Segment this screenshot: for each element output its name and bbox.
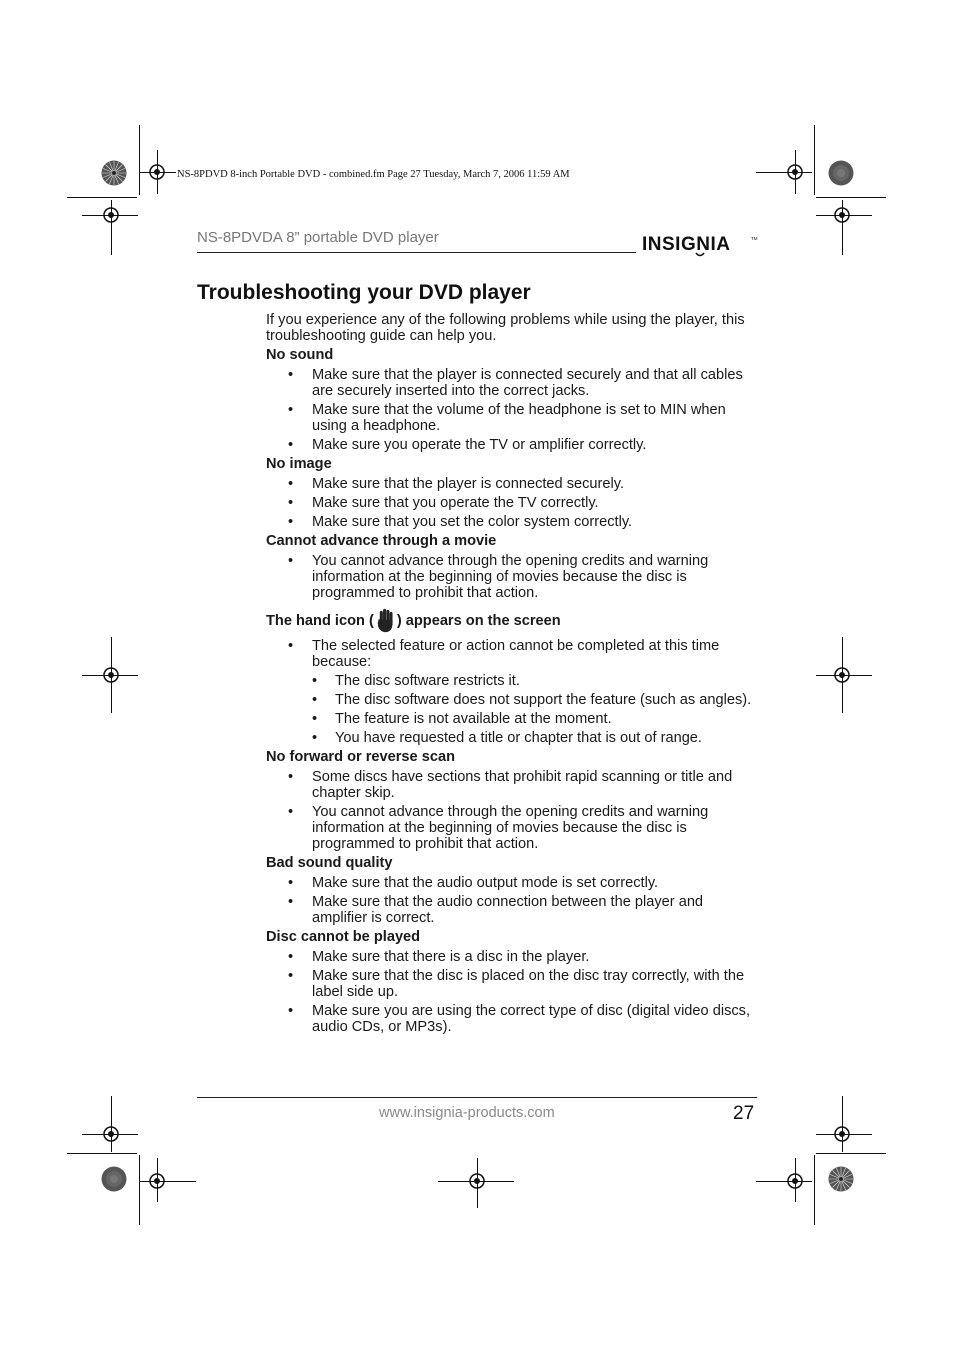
section-heading-no-scan: No forward or reverse scan: [266, 749, 455, 765]
registration-mark-icon: [830, 663, 854, 687]
sub-list-item: • The disc software does not support the feature (such as angles).: [312, 692, 758, 708]
print-rosette-icon: [828, 160, 854, 186]
list-item: • Make sure that the player is connected securely.: [266, 476, 758, 492]
print-rosette-icon: [101, 1166, 127, 1192]
sub-list-item: • The feature is not available at the moment.: [312, 711, 758, 727]
section-heading-bad-sound: Bad sound quality: [266, 855, 393, 871]
list-item: • Make sure you are using the correct type of disc (digital video discs, audio CDs, or MP3s).: [266, 1003, 758, 1035]
list-item: • You cannot advance through the opening credits and warning information at the beginning of movies because the disc is programmed to prohibit that action.: [266, 553, 758, 601]
list-item: • Make sure that the audio output mode is set correctly.: [266, 875, 758, 891]
insignia-logo: [640, 229, 760, 261]
list-item: • Some discs have sections that prohibit rapid scanning or title and chapter skip.: [266, 769, 758, 801]
registration-mark-icon: [465, 1169, 489, 1193]
footer-url: www.insignia-products.com: [379, 1105, 555, 1121]
troubleshooting-content: [266, 312, 758, 1038]
header-rule: [197, 252, 636, 253]
list-item: • You cannot advance through the opening credits and warning information at the beginning of movies because the disc is programmed to prohibit that action.: [266, 804, 758, 852]
list-item: • Make sure that you operate the TV correctly.: [266, 495, 758, 511]
cannot-advance-list: [266, 553, 758, 601]
hand-icon-reason: The selected feature or action cannot be completed at this time because:: [312, 638, 720, 670]
svg-text:TM: TM: [751, 236, 758, 241]
registration-mark-icon: [783, 160, 807, 184]
section-heading-no-image: No image: [266, 456, 332, 472]
hand-icon: [375, 608, 396, 634]
page-number: 27: [733, 1103, 755, 1124]
hand-icon-sublist: [312, 673, 758, 746]
hand-heading-prefix: The hand icon (: [266, 613, 374, 629]
no-image-list: [266, 476, 758, 530]
registration-mark-icon: [99, 203, 123, 227]
sub-list-item: • The disc software restricts it.: [312, 673, 758, 689]
footer-rule: [197, 1097, 757, 1098]
registration-mark-icon: [145, 1169, 169, 1193]
no-sound-list: [266, 367, 758, 453]
registration-mark-icon: [99, 1122, 123, 1146]
file-stamp: NS-8PDVD 8-inch Portable DVD - combined.fm Page 27 Tuesday, March 7, 2006 11:59 AM: [177, 169, 570, 180]
list-item: • Make sure that the disc is placed on the disc tray correctly, with the label side up.: [266, 968, 758, 1000]
list-item: • Make sure that the volume of the headphone is set to MIN when using a headphone.: [266, 402, 758, 434]
registration-mark-icon: [145, 160, 169, 184]
list-item: • Make sure that you set the color system correctly.: [266, 514, 758, 530]
section-heading-cannot-advance: Cannot advance through a movie: [266, 533, 497, 549]
page-title: Troubleshooting your DVD player: [197, 281, 531, 304]
print-rosette-icon: [828, 1166, 854, 1192]
registration-mark-icon: [783, 1169, 807, 1193]
registration-mark-icon: [99, 663, 123, 687]
registration-mark-icon: [830, 203, 854, 227]
running-header-title: NS-8PDVDA 8” portable DVD player: [197, 229, 439, 246]
print-rosette-icon: [101, 160, 127, 186]
list-item: • Make sure that there is a disc in the player.: [266, 949, 758, 965]
list-item: • Make sure you operate the TV or amplifier correctly.: [266, 437, 758, 453]
section-heading-hand-icon: [266, 608, 758, 634]
list-item: • Make sure that the player is connected securely and that all cables are securely inserted into the correct jacks.: [266, 367, 758, 399]
bad-sound-list: [266, 875, 758, 926]
intro-paragraph: If you experience any of the following problems while using the player, this troubleshooting guide can help you.: [266, 312, 745, 344]
hand-icon-list: [266, 638, 758, 746]
list-item: • Make sure that the audio connection between the player and amplifier is correct.: [266, 894, 758, 926]
disc-cannot-play-list: [266, 949, 758, 1035]
section-heading-disc-cannot-play: Disc cannot be played: [266, 929, 421, 945]
registration-mark-icon: [830, 1122, 854, 1146]
sub-list-item: • You have requested a title or chapter that is out of range.: [312, 730, 758, 746]
list-item: [266, 638, 758, 746]
svg-text:INSIGNIA: INSIGNIA: [642, 234, 731, 255]
hand-heading-suffix: ) appears on the screen: [396, 613, 561, 629]
no-scan-list: [266, 769, 758, 852]
section-heading-no-sound: No sound: [266, 347, 334, 363]
